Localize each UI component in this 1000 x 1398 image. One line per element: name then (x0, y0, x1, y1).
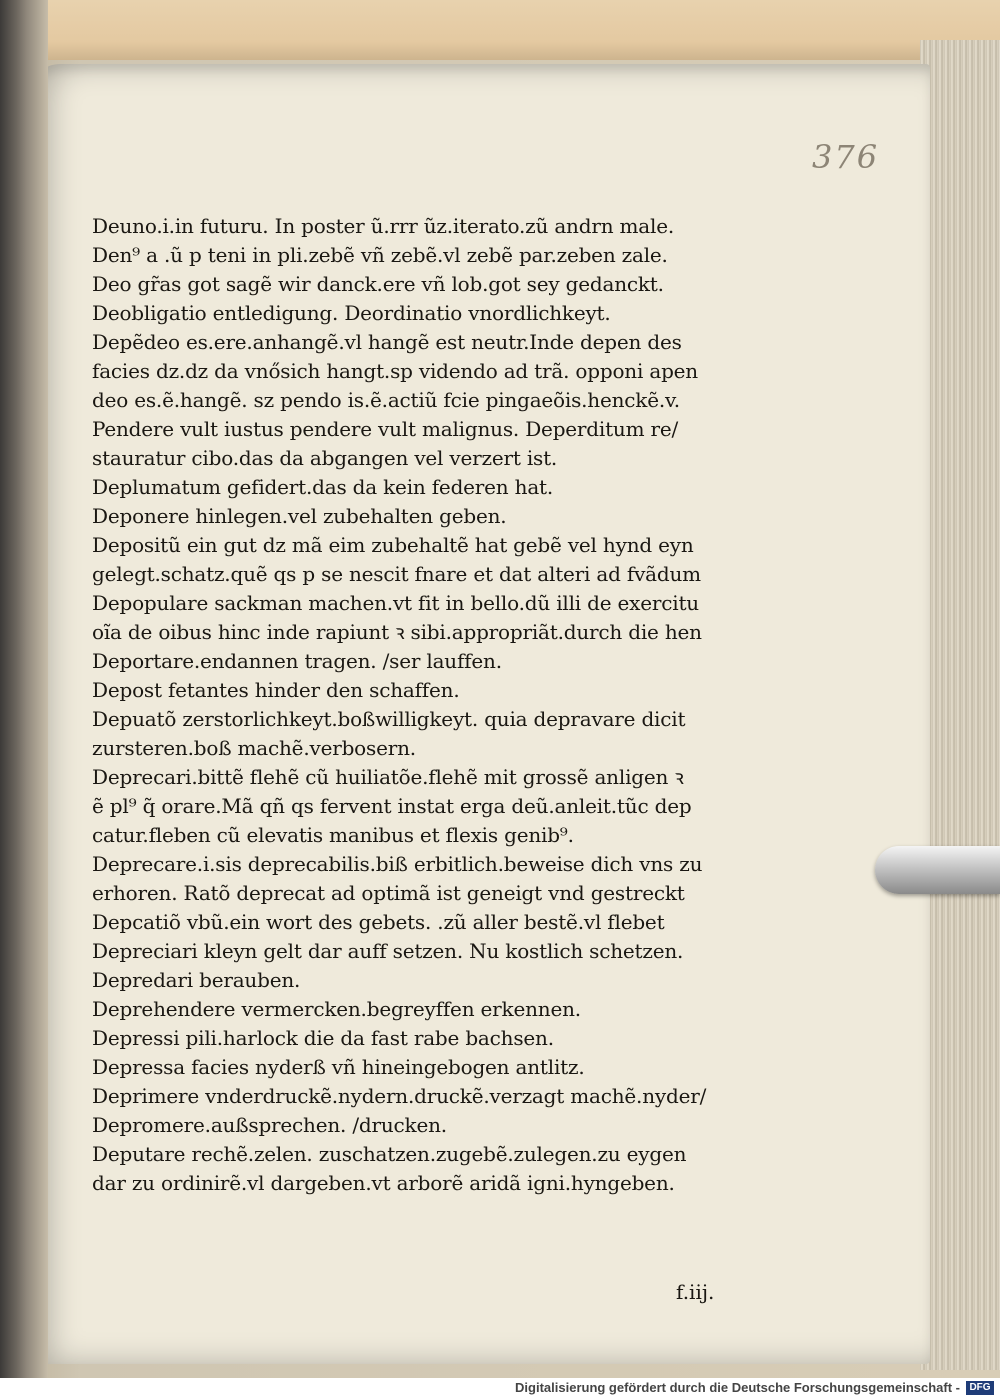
text-line: Depost fetantes hinder den schaffen. (92, 678, 460, 702)
signature-mark: f.iij. (676, 1280, 715, 1304)
text-line: Deplumatum gefidert.das da kein federen hat. (92, 475, 554, 499)
text-line: ẽ pl⁹ q̃ orare.Mã qñ qs fervent instat erga deũ.anleit.tũc dep (92, 794, 692, 818)
text-line: catur.fleben cũ elevatis manibus et flexis genib⁹. (92, 823, 574, 847)
footer-bar (0, 1378, 1000, 1398)
metal-clip (875, 846, 1000, 894)
footer-text: Digitalisierung gefördert durch die Deutsche Forschungsgemeinschaft - (515, 1380, 960, 1395)
text-line: oĩa de oibus hinc inde rapiunt ꝛ sibi.appropriãt.durch die hen (92, 620, 702, 644)
text-line: Depreciari kleyn gelt dar auff setzen. Nu kostlich schetzen. (92, 939, 684, 963)
text-line: erhoren. Ratõ deprecat ad optimã ist geneigt vnd gestreckt (92, 881, 685, 905)
text-line: Deo gr̃as got sagẽ wir danck.ere vñ lob.got sey gedanckt. (92, 272, 664, 296)
text-line: dar zu ordinirẽ.vl dargeben.vt arborẽ aridã igni.hyngeben. (92, 1171, 675, 1195)
text-line: Depressi pili.harlock die da fast rabe bachsen. (92, 1026, 554, 1050)
page-number: 376 (812, 138, 880, 176)
text-line: Depopulare sackman machen.vt fit in bello.dũ illi de exercitu (92, 591, 699, 615)
book-binding (0, 0, 48, 1380)
dfg-logo: DFG (966, 1381, 994, 1395)
text-line: Deobligatio entledigung. Deordinatio vnordlichkeyt. (92, 301, 611, 325)
text-line: Deportare.endannen tragen. /ser lauffen. (92, 649, 502, 673)
text-line: Depẽdeo es.ere.anhangẽ.vl hangẽ est neutr.Inde depen des (92, 330, 682, 354)
text-line: Deponere hinlegen.vel zubehalten geben. (92, 504, 507, 528)
text-line: Den⁹ a .ũ p teni in pli.zebẽ vñ zebẽ.vl zebẽ par.zeben zale. (92, 243, 668, 267)
text-line: zursteren.boß machẽ.verbosern. (92, 736, 416, 760)
page-stack-edge (920, 40, 1000, 1370)
text-line: Depcatiõ vbũ.ein wort des gebets. .zũ aller bestẽ.vl flebet (92, 910, 665, 934)
text-line: Pendere vult iustus pendere vult malignus. Deperditum re/ (92, 417, 679, 441)
text-line: Depressa facies nyderß vñ hineingebogen antlitz. (92, 1055, 585, 1079)
book-top-edge (48, 0, 1000, 60)
text-line: Deprimere vnderdruckẽ.nydern.druckẽ.verzagt machẽ.nyder/ (92, 1084, 707, 1108)
text-line: facies dz.dz da vnősich hangt.sp videndo ad trã. opponi apen (92, 359, 698, 383)
text-line: Deuno.i.in futuru. In poster ũ.rrr ũz.iterato.zũ andrn male. (92, 214, 675, 238)
text-line: Depromere.außsprechen. /drucken. (92, 1113, 447, 1137)
text-block (92, 212, 782, 1198)
text-line: stauratur cibo.das da abgangen vel verzert ist. (92, 446, 558, 470)
text-line: deo es.ẽ.hangẽ. sz pendo is.ẽ.actiũ fcie pingaeõis.henckẽ.v. (92, 388, 680, 412)
text-line: Deprecari.bittẽ flehẽ cũ huiliatõe.flehẽ mit grossẽ anligen ꝛ (92, 765, 684, 789)
text-line: gelegt.schatz.quẽ qs p se nescit fnare et dat alteri ad fvãdum (92, 562, 701, 586)
text-line: Deprecare.i.sis deprecabilis.biß erbitlich.beweise dich vns zu (92, 852, 703, 876)
text-line: Deprehendere vermercken.begreyffen erkennen. (92, 997, 581, 1021)
text-line: Depredari berauben. (92, 968, 301, 992)
text-line: Depositũ ein gut dz mã eim zubehaltẽ hat gebẽ vel hynd eyn (92, 533, 694, 557)
text-line: Deputare rechẽ.zelen. zuschatzen.zugebẽ.zulegen.zu eygen (92, 1142, 687, 1166)
text-line: Depuatõ zerstorlichkeyt.boßwilligkeyt. quia depravare dicit (92, 707, 686, 731)
